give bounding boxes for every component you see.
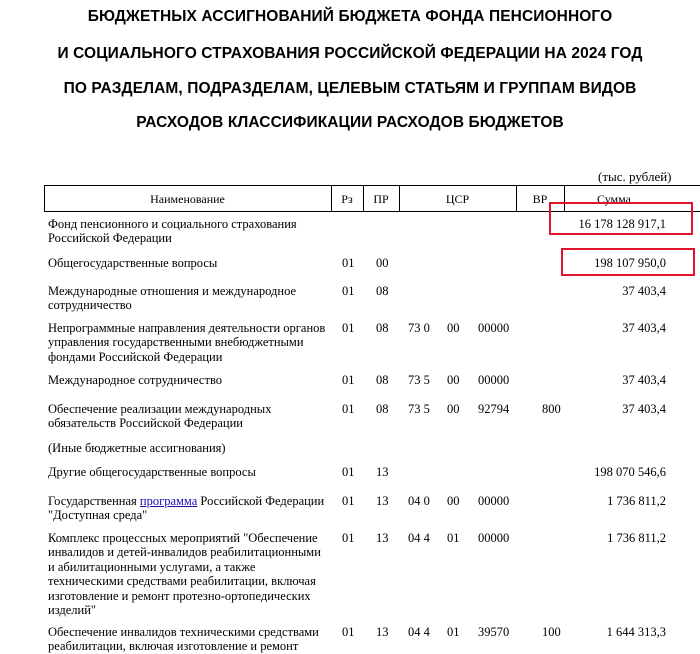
row-vr: 800: [542, 402, 561, 416]
row-sum: 1 736 811,2: [607, 494, 666, 508]
row-csr-program: 04 0: [408, 494, 430, 508]
row-rz: 01: [342, 531, 355, 545]
row-rz: 01: [342, 373, 355, 387]
row-name: Комплекс процессных мероприятий "Обеспечение инвалидов и детей-инвалидов реабилитационными и абилитационными услугами, а также техническими средствами реабилитации, включая изготовление и ремонт протезно-ортопедических изделий": [48, 531, 321, 618]
row-csr-subprogram: 01: [447, 531, 460, 545]
row-csr-subprogram: 00: [447, 402, 460, 416]
row-pr: 13: [376, 531, 389, 545]
document-title-line-4: РАСХОДОВ КЛАССИФИКАЦИИ РАСХОДОВ БЮДЖЕТОВ: [136, 114, 564, 131]
row-sum: 37 403,4: [622, 321, 666, 335]
row-csr-subprogram: 01: [447, 625, 460, 639]
row-csr-direction: 39570: [478, 625, 510, 639]
row-vr: 100: [542, 625, 561, 639]
highlight-box: [561, 248, 695, 276]
row-rz: 01: [342, 256, 355, 270]
row-name: Другие общегосударственные вопросы: [48, 465, 256, 479]
row-name: Обеспечение реализации международных обязательств Российской Федерации: [48, 402, 272, 431]
row-pr: 00: [376, 256, 389, 270]
row-csr-subprogram: 00: [447, 321, 460, 335]
header-name: Наименование: [150, 192, 225, 206]
row-csr-program: 73 5: [408, 373, 430, 387]
row-rz: 01: [342, 494, 355, 508]
row-pr: 08: [376, 402, 389, 416]
document-title-line-1: БЮДЖЕТНЫХ АССИГНОВАНИЙ БЮДЖЕТА ФОНДА ПЕНСИОННОГО: [87, 8, 613, 25]
row-sum: 198 107 950,0: [594, 256, 666, 270]
row-sum: 37 403,4: [622, 284, 666, 298]
row-sum: 1 736 811,2: [607, 531, 666, 545]
units-label: (тыс. рублей): [598, 169, 672, 184]
row-name: Общегосударственные вопросы: [48, 256, 218, 270]
header-top-rule: [44, 185, 700, 186]
header-rz: Рз: [341, 192, 353, 206]
document-title-line-3: ПО РАЗДЕЛАМ, ПОДРАЗДЕЛАМ, ЦЕЛЕВЫМ СТАТЬЯМ И ГРУППАМ ВИДОВ: [63, 80, 637, 97]
row-csr-direction: 00000: [478, 321, 510, 335]
row-csr-program: 73 5: [408, 402, 430, 416]
row-name-text: Государственная: [48, 494, 140, 508]
row-name: (Иные бюджетные ассигнования): [48, 441, 226, 455]
row-csr-program: 04 4: [408, 625, 430, 639]
row-csr-subprogram: 00: [447, 373, 460, 387]
row-sum: 198 070 546,6: [594, 465, 666, 479]
header-pr: ПР: [373, 192, 389, 206]
row-name: Непрограммные направления деятельности органов управления государственными внебюджетными фондами Российской Федерации: [48, 321, 326, 364]
row-pr: 08: [376, 284, 389, 298]
row-name: Фонд пенсионного и социального страхования Российской Федерации: [48, 217, 297, 246]
row-rz: 01: [342, 625, 355, 639]
row-pr: 13: [376, 494, 389, 508]
row-csr-direction: 00000: [478, 531, 510, 545]
row-name: Международное сотрудничество: [48, 373, 223, 387]
row-csr-direction: 92794: [478, 402, 510, 416]
row-csr-direction: 00000: [478, 373, 510, 387]
row-rz: 01: [342, 465, 355, 479]
row-pr: 08: [376, 373, 389, 387]
row-name: [48, 494, 328, 523]
highlight-box: [549, 202, 693, 235]
row-sum: 37 403,4: [622, 373, 666, 387]
row-name-text: Российской Федерации "Доступная среда": [48, 494, 325, 523]
row-rz: 01: [342, 321, 355, 335]
row-sum: 1 644 313,3: [606, 625, 666, 639]
row-pr: 13: [376, 625, 389, 639]
row-name: Обеспечение инвалидов техническими средствами реабилитации, включая изготовление и ремонт: [48, 625, 319, 654]
program-link[interactable]: программа: [139, 494, 198, 508]
header-vr: ВР: [532, 192, 548, 206]
row-rz: 01: [342, 284, 355, 298]
row-name: Международные отношения и международное сотрудничество: [48, 284, 297, 313]
row-csr-program: 73 0: [408, 321, 430, 335]
header-csr: ЦСР: [445, 192, 470, 206]
row-pr: 08: [376, 321, 389, 335]
row-pr: 13: [376, 465, 389, 479]
row-csr-subprogram: 00: [447, 494, 460, 508]
row-sum: 16 178 128 917,1: [578, 217, 666, 231]
row-csr-direction: 00000: [478, 494, 510, 508]
row-rz: 01: [342, 402, 355, 416]
document-title-line-2: И СОЦИАЛЬНОГО СТРАХОВАНИЯ РОССИЙСКОЙ ФЕДЕРАЦИИ НА 2024 ГОД: [57, 45, 643, 62]
row-sum: 37 403,4: [622, 402, 666, 416]
row-csr-program: 04 4: [408, 531, 430, 545]
header-sum: Сумма: [597, 192, 631, 206]
